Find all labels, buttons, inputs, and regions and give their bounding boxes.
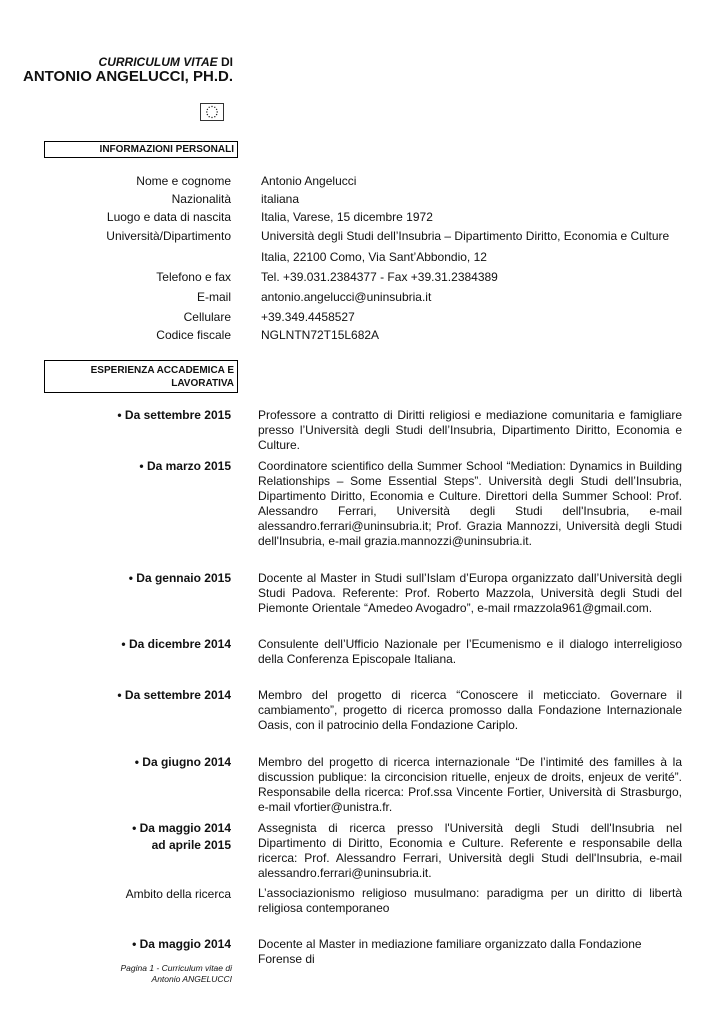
section-heading-experience-line1: ESPERIENZA ACCADEMICA E (90, 365, 234, 376)
label-email: E-mail (196, 290, 231, 304)
label-phone: Telefono e fax (156, 270, 231, 284)
label-tax-code: Codice fiscale (156, 328, 231, 342)
cv-name-title: ANTONIO ANGELUCCI, PH.D. (22, 68, 233, 85)
entry-text: Assegnista di ricerca presso l'Università degli Studi dell'Insubria nel Dipartimento di Diritto, Economia e Culture. Referente e responsabile della ricerca: Prof. Alessandro Ferrari, Università degli Studi dell'Insubria, e-mail alessandro.ferrari@uninsubria.it. (258, 821, 682, 880)
entry-date: • Da marzo 2015 (139, 459, 231, 473)
entry-text: Membro del progetto di ricerca internazionale “De l’intimité des familles à la discussion publique: la circoncision rituelle, enjeux de droits, enjeux de verité”. Responsabile della ricerca: Prof.ssa Vincente Fortier, Università di Strasburgo, e-mail vfortier@unistra.fr. (258, 755, 682, 814)
label-birth: Luogo e data di nascita (106, 210, 231, 224)
label-mobile: Cellulare (183, 310, 231, 324)
value-phone: Tel. +39.031.2384377 - Fax +39.31.2384389 (261, 270, 498, 284)
footer-line2: Antonio ANGELUCCI (151, 974, 232, 984)
value-tax-code: NGLNTN72T15L682A (261, 328, 380, 342)
section-heading-experience-line2: LAVORATIVA (171, 378, 234, 389)
value-address: Italia, 22100 Como, Via Sant’Abbondio, 12 (261, 250, 487, 264)
cv-title-em: CURRICULUM VITAE (98, 55, 218, 69)
entry-text: Coordinatore scientifico della Summer School “Mediation: Dynamics in Building Relationships – Some Essential Steps”. Università degli Studi dell’Insubria, Dipartimento Diritto, Economia e Culture. Direttori della Summer School: Prof. Alessandro Ferrari, Università degli Studi dell'Insubria, e-mail alessandro.ferrari@uninsubria.it; Prof. Grazia Mannozzi, Università degli Studi dell'Insubria, e-mail grazia.mannozzi@uninsubria.it. (258, 459, 682, 548)
entry-date-end: ad aprile 2015 (151, 838, 231, 852)
entry-date: • Da giugno 2014 (134, 755, 231, 769)
entry-date: • Da gennaio 2015 (128, 571, 231, 585)
value-nationality: italiana (261, 192, 300, 206)
value-mobile: +39.349.4458527 (261, 310, 355, 324)
entry-text: Consulente dell’Ufficio Nazionale per l’Ecumenismo e il dialogo interreligioso della Conferenza Episcopale Italiana. (258, 637, 682, 666)
label-university: Università/Dipartimento (106, 229, 231, 243)
value-name: Antonio Angelucci (261, 174, 357, 188)
cv-title-rest: DI (217, 55, 233, 69)
footer-line1: Pagina 1 - Curriculum vitae di (120, 963, 232, 973)
section-heading-experience (44, 360, 238, 393)
value-email: antonio.angelucci@uninsubria.it (261, 290, 432, 304)
entry-date: • Da settembre 2014 (117, 688, 231, 702)
eu-flag-icon (200, 103, 224, 121)
value-university: Università degli Studi dell’Insubria – Dipartimento Diritto, Economia e Culture (261, 229, 670, 243)
entry-text: Membro del progetto di ricerca “Conoscere il meticciato. Governare il cambiamento”, progetto di ricerca promosso dalla Fondazione Internazionale Oasis, con il patrocinio della Fondazione Cariplo. (258, 688, 682, 732)
entry-label: Ambito della ricerca (125, 887, 231, 901)
cv-title-line1 (0, 55, 233, 69)
entry-text: Docente al Master in mediazione familiare organizzato dalla Fondazione Forense di (258, 937, 642, 966)
entry-date: • Da maggio 2014 (132, 937, 231, 951)
entry-text: Professore a contratto di Diritti religiosi e mediazione comunitaria e famigliare presso l’Università degli Studi dell’Insubria, Dipartimento Diritto, Economia e Culture. (258, 408, 682, 452)
label-name: Nome e cognome (136, 174, 231, 188)
value-birth: Italia, Varese, 15 dicembre 1972 (261, 210, 433, 224)
entry-text: Docente al Master in Studi sull’Islam d’Europa organizzato dall’Università degli Studi Padova. Referente: Prof. Roberto Mazzola, Università degli Studi del Piemonte Orientale “Amedeo Avogadro”, e-mail rmazzola961@gmail.com. (258, 571, 682, 615)
label-nationality: Nazionalità (171, 192, 231, 206)
entry-date: • Da maggio 2014 (132, 821, 231, 835)
entry-date: • Da dicembre 2014 (121, 637, 231, 651)
entry-date: • Da settembre 2015 (117, 408, 231, 422)
entry-text: L’associazionismo religioso musulmano: paradigma per un diritto di libertà religiosa contemporaneo (258, 886, 682, 915)
section-heading-personal: INFORMAZIONI PERSONALI (44, 141, 238, 158)
